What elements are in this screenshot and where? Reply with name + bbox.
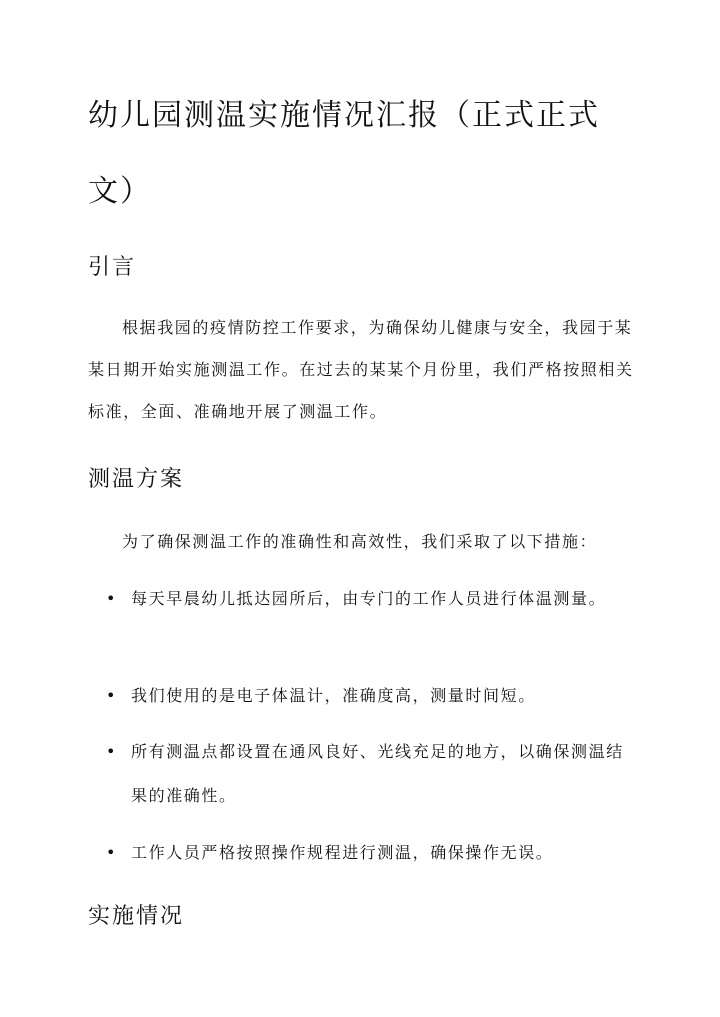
list-item-text: 所有测温点都设置在通风良好、光线充足的地方，以确保测温结果的准确性。 (131, 742, 624, 805)
bullet-icon: • (106, 843, 118, 862)
section-heading-plan: 测温方案 (88, 467, 185, 492)
plan-paragraph: 为了确保测温工作的准确性和高效性，我们采取了以下措施： (122, 532, 598, 551)
document-title: 幼儿园测温实施情况汇报（正式正式文） (88, 98, 600, 209)
list-item-text: 每天早晨幼儿抵达园所后，由专门的工作人员进行体温测量。 (131, 589, 607, 608)
section-heading-intro: 引言 (88, 255, 137, 280)
list-item (106, 831, 626, 875)
list-item (106, 730, 626, 818)
bullet-icon: • (106, 742, 118, 761)
list-item-text: 工作人员严格按照操作规程进行测温，确保操作无误。 (131, 843, 554, 862)
bullet-icon: • (106, 589, 118, 608)
list-item-text: 我们使用的是电子体温计，准确度高，测量时间短。 (131, 686, 536, 705)
list-item (106, 577, 626, 621)
list-item (106, 674, 626, 718)
section-heading-implementation: 实施情况 (88, 904, 185, 929)
intro-paragraph: 根据我园的疫情防控工作要求，为确保幼儿健康与安全，我园于某某日期开始实施测温工作。在过去的某某个月份里，我们严格按照相关标准，全面、准确地开展了测温工作。 (88, 318, 634, 421)
bullet-icon: • (106, 686, 118, 705)
